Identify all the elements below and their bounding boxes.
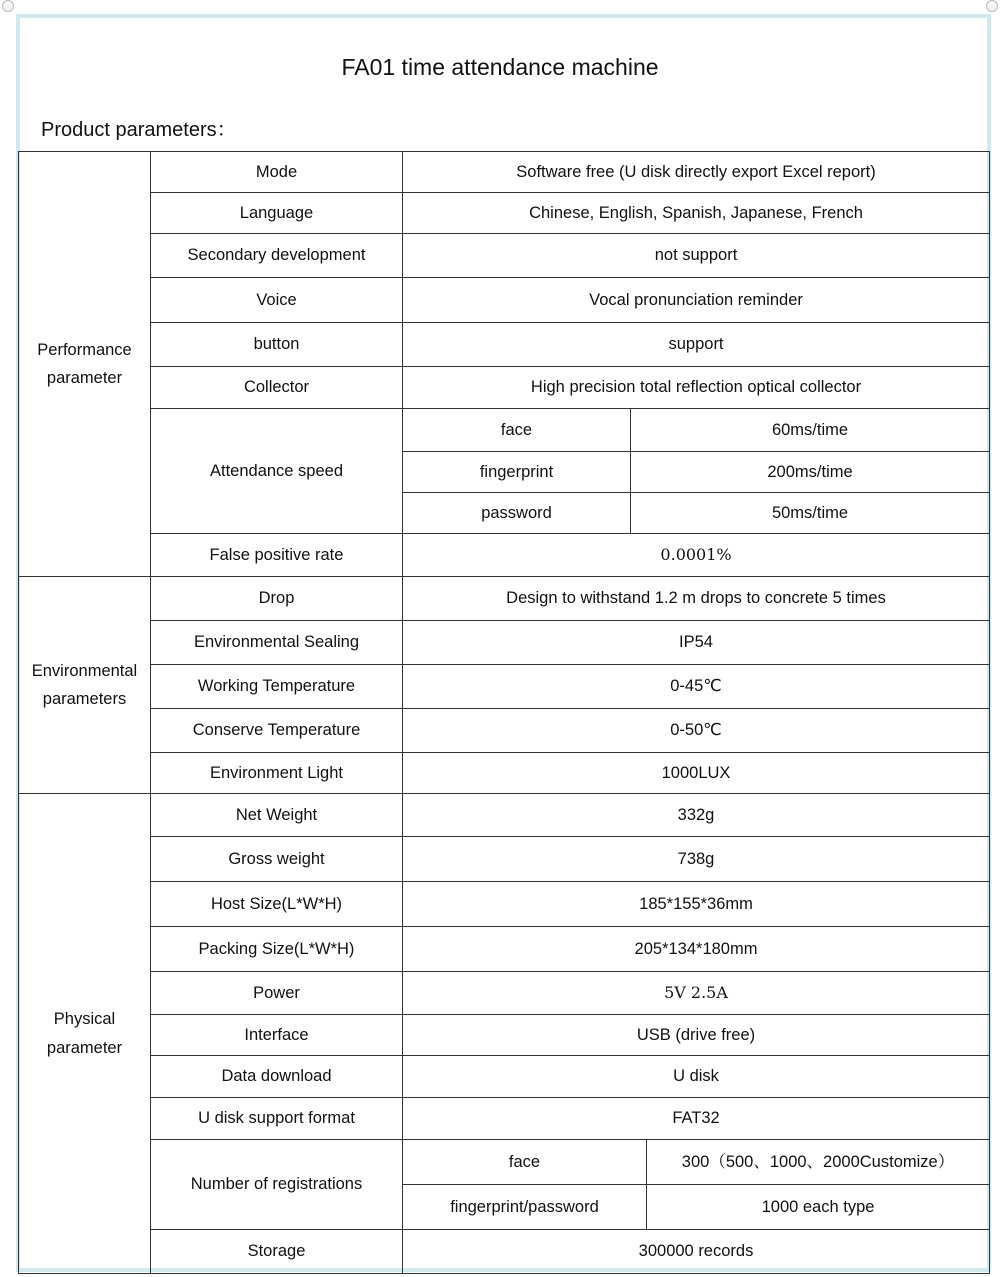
param-name: Collector xyxy=(151,367,403,409)
table-row xyxy=(19,972,990,1015)
param-name: Mode xyxy=(151,152,403,193)
param-value: USB (drive free) xyxy=(403,1015,990,1056)
table-row xyxy=(19,837,990,882)
param-value: 0.0001% xyxy=(403,534,990,577)
sub-param-name: face xyxy=(403,409,631,452)
param-value: 5V 2.5A xyxy=(403,972,990,1015)
param-value: U disk xyxy=(403,1056,990,1098)
param-name: Conserve Temperature xyxy=(151,709,403,753)
table-row xyxy=(19,278,990,323)
table-row xyxy=(19,367,990,409)
param-value: 185*155*36mm xyxy=(403,882,990,927)
param-value: 205*134*180mm xyxy=(403,927,990,972)
table-row xyxy=(19,621,990,665)
param-name: Drop xyxy=(151,577,403,621)
param-name: Data download xyxy=(151,1056,403,1098)
table-row xyxy=(19,1140,990,1185)
param-name: Working Temperature xyxy=(151,665,403,709)
table-row xyxy=(19,665,990,709)
param-name: Language xyxy=(151,193,403,234)
table-row xyxy=(19,234,990,278)
param-name: Attendance speed xyxy=(151,409,403,534)
param-value: IP54 xyxy=(403,621,990,665)
table-row xyxy=(19,152,990,193)
table-row xyxy=(19,1230,990,1274)
param-name: Number of registrations xyxy=(151,1140,403,1230)
table-row xyxy=(19,409,990,452)
table-row xyxy=(19,794,990,837)
group-performance: Performance parameter xyxy=(19,152,151,577)
table-row xyxy=(19,927,990,972)
param-value: High precision total reflection optical collector xyxy=(403,367,990,409)
sub-param-value: 300（500、1000、2000Customize） xyxy=(647,1140,990,1185)
sub-param-name: password xyxy=(403,493,631,534)
param-name: Environmental Sealing xyxy=(151,621,403,665)
param-value: FAT32 xyxy=(403,1098,990,1140)
group-environmental: Environmental parameters xyxy=(19,577,151,794)
sub-param-value: 60ms/time xyxy=(631,409,990,452)
table-row xyxy=(19,709,990,753)
param-value: Vocal pronunciation reminder xyxy=(403,278,990,323)
param-value: Software free (U disk directly export Excel report) xyxy=(403,152,990,193)
table-row xyxy=(19,577,990,621)
param-value: Design to withstand 1.2 m drops to concrete 5 times xyxy=(403,577,990,621)
sub-param-value: 1000 each type xyxy=(647,1185,990,1230)
param-value: 1000LUX xyxy=(403,753,990,794)
sub-param-value: 50ms/time xyxy=(631,493,990,534)
corner-dot xyxy=(986,0,998,12)
param-name: Interface xyxy=(151,1015,403,1056)
param-value: 332g xyxy=(403,794,990,837)
table-row xyxy=(19,534,990,577)
param-value: 0-45℃ xyxy=(403,665,990,709)
param-value: not support xyxy=(403,234,990,278)
table-row xyxy=(19,1015,990,1056)
section-subtitle: Product parameters： xyxy=(41,119,237,141)
param-name: U disk support format xyxy=(151,1098,403,1140)
param-value: support xyxy=(403,323,990,367)
param-value: 300000 records xyxy=(403,1230,990,1274)
param-name: Host Size(L*W*H) xyxy=(151,882,403,927)
param-name: Gross weight xyxy=(151,837,403,882)
param-name: Net Weight xyxy=(151,794,403,837)
table-row xyxy=(19,1098,990,1140)
param-name: Secondary development xyxy=(151,234,403,278)
sub-param-name: face xyxy=(403,1140,647,1185)
table-row xyxy=(19,193,990,234)
table-row xyxy=(19,753,990,794)
parameters-table xyxy=(18,151,990,1274)
group-physical: Physical parameter xyxy=(19,794,151,1274)
param-name: Environment Light xyxy=(151,753,403,794)
table-row xyxy=(19,323,990,367)
param-name: Power xyxy=(151,972,403,1015)
param-name: button xyxy=(151,323,403,367)
page-title: FA01 time attendance machine xyxy=(341,54,659,80)
table-row xyxy=(19,1056,990,1098)
param-value: 0-50℃ xyxy=(403,709,990,753)
param-name: False positive rate xyxy=(151,534,403,577)
param-name: Storage xyxy=(151,1230,403,1274)
table-row xyxy=(19,882,990,927)
corner-dot xyxy=(2,0,14,12)
sub-param-name: fingerprint xyxy=(403,452,631,493)
param-name: Voice xyxy=(151,278,403,323)
param-value: Chinese, English, Spanish, Japanese, French xyxy=(403,193,990,234)
param-name: Packing Size(L*W*H) xyxy=(151,927,403,972)
param-value: 738g xyxy=(403,837,990,882)
sub-param-name: fingerprint/password xyxy=(403,1185,647,1230)
sub-param-value: 200ms/time xyxy=(631,452,990,493)
